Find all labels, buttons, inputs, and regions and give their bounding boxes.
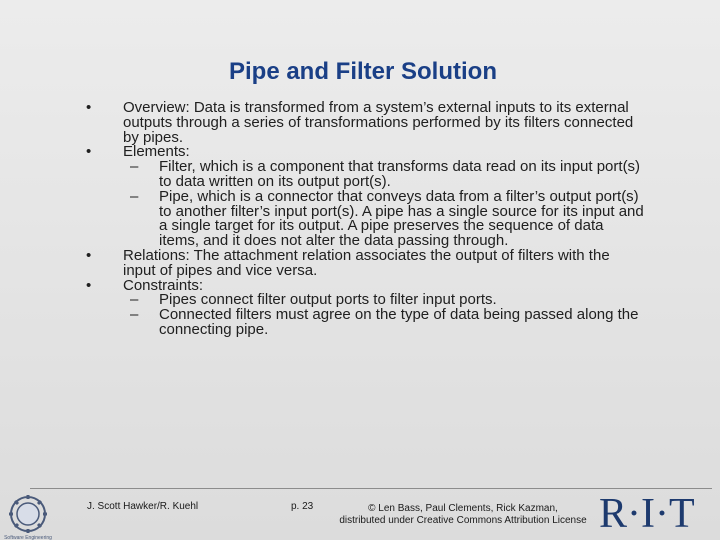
footer-copyright-line1: © Len Bass, Paul Clements, Rick Kazman, — [368, 503, 558, 514]
bullet-text: Elements: — [123, 143, 190, 161]
bullet-marker: • — [86, 276, 92, 294]
bullet-constraints — [84, 276, 644, 338]
sub-marker: – — [130, 291, 139, 309]
bullet-list — [84, 101, 644, 338]
bullet-text: Relations: The attachment relation associates the output of filters with the input of pipes and vice versa. — [123, 246, 610, 279]
footer-author: J. Scott Hawker/R. Kuehl — [87, 501, 199, 512]
footer-divider — [30, 488, 712, 489]
sub-marker: – — [130, 158, 139, 176]
logo-caption: Software Engineering — [4, 535, 52, 540]
sub-bullet-filter — [123, 160, 644, 190]
sub-bullet-text: Filter, which is a component that transforms data read on its input port(s) to data written on its output port(s). — [159, 158, 641, 190]
sub-bullet-connected-filters — [123, 308, 644, 338]
bullet-marker: • — [86, 99, 92, 116]
bullet-marker: • — [86, 143, 92, 161]
bullet-elements — [84, 145, 644, 249]
sub-bullet-text: Connected filters must agree on the type of data being passed along the connecting pipe. — [159, 306, 639, 338]
footer-copyright — [338, 503, 588, 527]
rit-logo: R·I·T — [599, 491, 695, 537]
bullet-text: Overview: Data is transformed from a system’s external inputs to its external outputs through a series of transformations performed by its filters connected by pipes. — [123, 99, 634, 146]
footer-page-number: p. 23 — [291, 501, 314, 512]
sub-bullet-pipe — [123, 187, 644, 250]
bullet-text: Constraints: — [123, 276, 204, 294]
sub-marker: – — [130, 306, 139, 324]
sub-bullet-text: Pipe, which is a connector that conveys data from a filter’s output port(s) to another filter’s input port(s). A pipe has a single source for its input and a single target for its output. A pipe preserves the sequence of data items, and it does not alter the data passing through. — [159, 187, 644, 250]
bullet-marker: • — [86, 246, 92, 264]
software-engineering-logo-icon — [4, 494, 52, 540]
bullet-relations — [84, 246, 644, 279]
sub-marker: – — [130, 187, 139, 205]
slide-title: Pipe and Filter Solution — [228, 58, 497, 85]
sub-bullet-text: Pipes connect filter output ports to filter input ports. — [159, 291, 497, 309]
bullet-overview — [84, 101, 644, 145]
footer-copyright-line2: distributed under Creative Commons Attribution License — [339, 515, 587, 526]
